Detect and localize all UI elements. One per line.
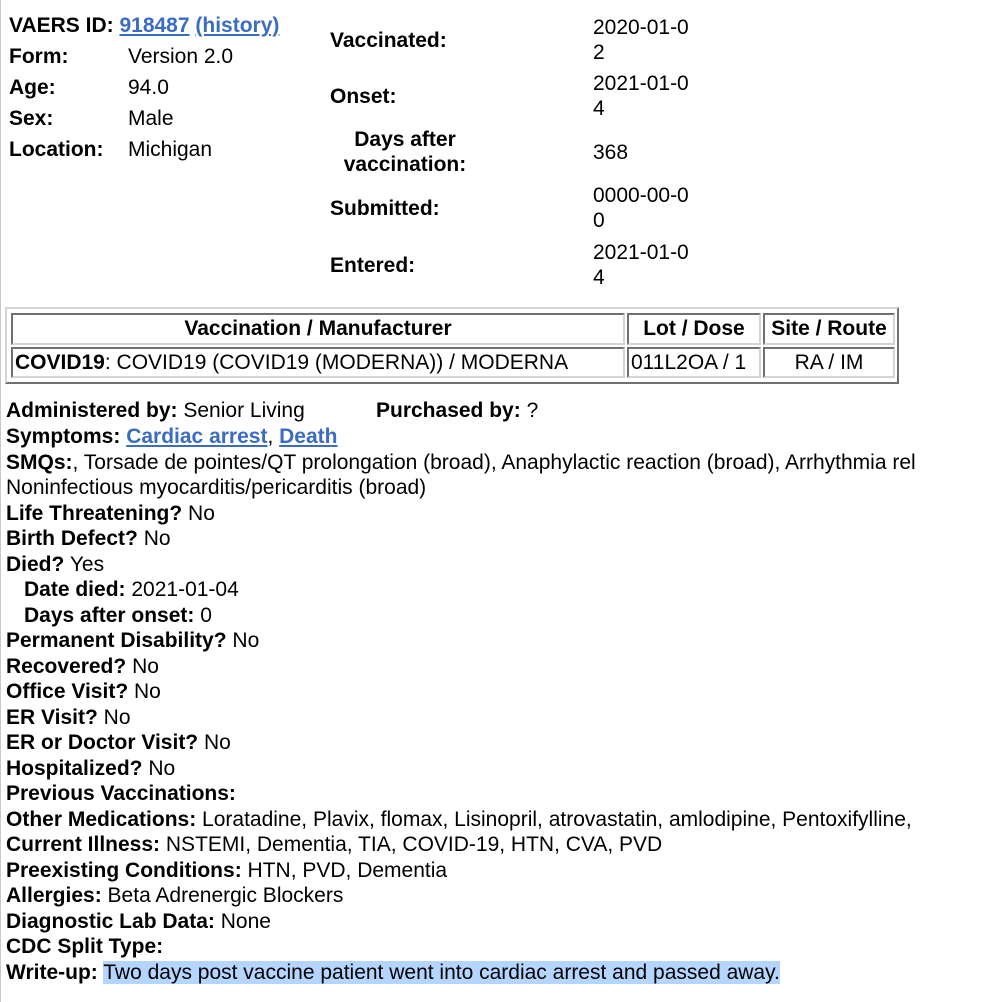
history-link[interactable]: (history) bbox=[195, 14, 280, 37]
onset-value: 2021-01-04 bbox=[593, 72, 689, 120]
diagnostic-lab-row bbox=[6, 909, 271, 935]
other-medications-value: Loratadine, Plavix, flomax, Lisinopril, atrovastatin, amlodipine, Pentoxifylline, bbox=[202, 808, 912, 831]
administered-label: Administered by: bbox=[6, 399, 178, 422]
vaccine-manufacturer: : COVID19 (COVID19 (MODERNA)) / MODERNA bbox=[104, 350, 569, 374]
form-label: Form: bbox=[9, 45, 69, 68]
table-cell-site-route: RA / IM bbox=[763, 347, 895, 378]
birth-defect-value: No bbox=[143, 527, 171, 550]
sex-value: Male bbox=[128, 107, 174, 130]
permanent-disability-label: Permanent Disability? bbox=[6, 629, 227, 652]
office-visit-label: Office Visit? bbox=[6, 680, 129, 703]
life-threatening-label: Life Threatening? bbox=[6, 502, 183, 525]
table-header-lot-dose: Lot / Dose bbox=[627, 313, 761, 345]
er-doctor-visit-value: No bbox=[203, 731, 231, 754]
permanent-disability-row bbox=[6, 628, 259, 654]
symptom-death-link[interactable]: Death bbox=[279, 425, 338, 448]
hospitalized-row bbox=[6, 756, 175, 782]
cdc-split-type-label: CDC Split Type: bbox=[6, 935, 164, 958]
smqs-row bbox=[6, 450, 916, 476]
vaers-id-label: VAERS ID: bbox=[9, 14, 114, 37]
days-after-onset-label: Days after onset: bbox=[24, 604, 195, 627]
writeup-row bbox=[6, 960, 780, 986]
diagnostic-lab-value: None bbox=[220, 910, 271, 933]
vaccination-table bbox=[5, 307, 899, 384]
allergies-row bbox=[6, 883, 343, 909]
hospitalized-value: No bbox=[148, 757, 176, 780]
entered-value: 2021-01-04 bbox=[593, 241, 689, 289]
preexisting-conditions-row bbox=[6, 858, 447, 884]
sex-label: Sex: bbox=[9, 107, 54, 130]
writeup-label: Write-up: bbox=[6, 961, 98, 984]
symptom-cardiac-arrest-link[interactable]: Cardiac arrest bbox=[126, 425, 268, 448]
allergies-label: Allergies: bbox=[6, 884, 102, 907]
report-header bbox=[0, 0, 1002, 300]
hospitalized-label: Hospitalized? bbox=[6, 757, 143, 780]
administered-value: Senior Living bbox=[183, 399, 305, 422]
days-after-onset-row bbox=[24, 603, 212, 629]
smqs-row-continued bbox=[6, 475, 426, 501]
life-threatening-row bbox=[6, 501, 215, 527]
smqs-value-line2: Noninfectious myocarditis/pericarditis (broad) bbox=[6, 476, 427, 499]
location-value: Michigan bbox=[128, 138, 213, 161]
allergies-value: Beta Adrenergic Blockers bbox=[107, 884, 344, 907]
current-illness-row bbox=[6, 832, 662, 858]
recovered-value: No bbox=[132, 655, 159, 678]
location-label: Location: bbox=[9, 138, 104, 161]
symptoms-row bbox=[6, 424, 338, 450]
other-medications-label: Other Medications: bbox=[6, 808, 197, 831]
vaers-id-row bbox=[9, 13, 279, 39]
died-row bbox=[6, 552, 104, 578]
days-after-onset-value: 0 bbox=[200, 604, 212, 627]
birth-defect-row bbox=[6, 526, 171, 552]
er-visit-row bbox=[6, 705, 131, 731]
date-died-row bbox=[24, 577, 239, 603]
days-after-vaccination-value: 368 bbox=[593, 141, 629, 164]
cdc-split-type-row bbox=[6, 934, 163, 960]
er-doctor-visit-label: ER or Doctor Visit? bbox=[6, 731, 199, 754]
other-medications-row bbox=[6, 807, 912, 833]
office-visit-value: No bbox=[134, 680, 161, 703]
preexisting-conditions-label: Preexisting Conditions: bbox=[6, 859, 242, 882]
office-visit-row bbox=[6, 679, 161, 705]
purchased-row bbox=[376, 398, 538, 424]
table-header-site-route: Site / Route bbox=[763, 313, 895, 345]
days-after-vaccination-label: Days after vaccination: bbox=[343, 128, 467, 176]
previous-vaccinations-row bbox=[6, 781, 236, 807]
permanent-disability-value: No bbox=[232, 629, 260, 652]
current-illness-value: NSTEMI, Dementia, TIA, COVID-19, HTN, CVA, PVD bbox=[165, 833, 663, 856]
table-cell-lot-dose: 011L2OA / 1 bbox=[627, 347, 761, 378]
purchased-value: ? bbox=[526, 399, 539, 422]
vaers-id-link[interactable]: 918487 bbox=[119, 14, 190, 37]
symptoms-label: Symptoms: bbox=[6, 425, 121, 448]
date-died-label: Date died: bbox=[24, 578, 126, 601]
preexisting-conditions-value: HTN, PVD, Dementia bbox=[247, 859, 448, 882]
birth-defect-label: Birth Defect? bbox=[6, 527, 138, 550]
vaccine-type: COVID19 bbox=[15, 350, 105, 374]
smqs-value-line1: , Torsade de pointes/QT prolongation (broad), Anaphylactic reaction (broad), Arrhythmia rel bbox=[72, 451, 916, 474]
onset-label: Onset: bbox=[330, 85, 397, 108]
administered-row bbox=[6, 398, 305, 424]
table-header-vaccination: Vaccination / Manufacturer bbox=[11, 313, 625, 345]
table-cell-vaccination bbox=[11, 347, 625, 378]
form-value: Version 2.0 bbox=[128, 45, 234, 68]
er-doctor-visit-row bbox=[6, 730, 231, 756]
symptom-separator: , bbox=[267, 425, 274, 448]
submitted-label: Submitted: bbox=[330, 197, 440, 220]
life-threatening-value: No bbox=[188, 502, 215, 525]
writeup-value[interactable]: Two days post vaccine patient went into cardiac arrest and passed away. bbox=[103, 961, 780, 984]
died-label: Died? bbox=[6, 553, 65, 576]
er-visit-value: No bbox=[103, 706, 131, 729]
purchased-label: Purchased by: bbox=[376, 399, 521, 422]
smqs-label: SMQs: bbox=[6, 451, 73, 474]
diagnostic-lab-label: Diagnostic Lab Data: bbox=[6, 910, 215, 933]
age-value: 94.0 bbox=[128, 76, 169, 99]
current-illness-label: Current Illness: bbox=[6, 833, 161, 856]
entered-label: Entered: bbox=[330, 254, 416, 277]
recovered-row bbox=[6, 654, 159, 680]
er-visit-label: ER Visit? bbox=[6, 706, 98, 729]
date-died-value: 2021-01-04 bbox=[131, 578, 239, 601]
vaccinated-label: Vaccinated: bbox=[330, 29, 447, 52]
vaccinated-value: 2020-01-02 bbox=[593, 16, 689, 64]
recovered-label: Recovered? bbox=[6, 655, 127, 678]
submitted-value: 0000-00-00 bbox=[593, 184, 689, 232]
previous-vaccinations-label: Previous Vaccinations: bbox=[6, 782, 236, 805]
died-value: Yes bbox=[69, 553, 105, 576]
age-label: Age: bbox=[9, 76, 56, 99]
